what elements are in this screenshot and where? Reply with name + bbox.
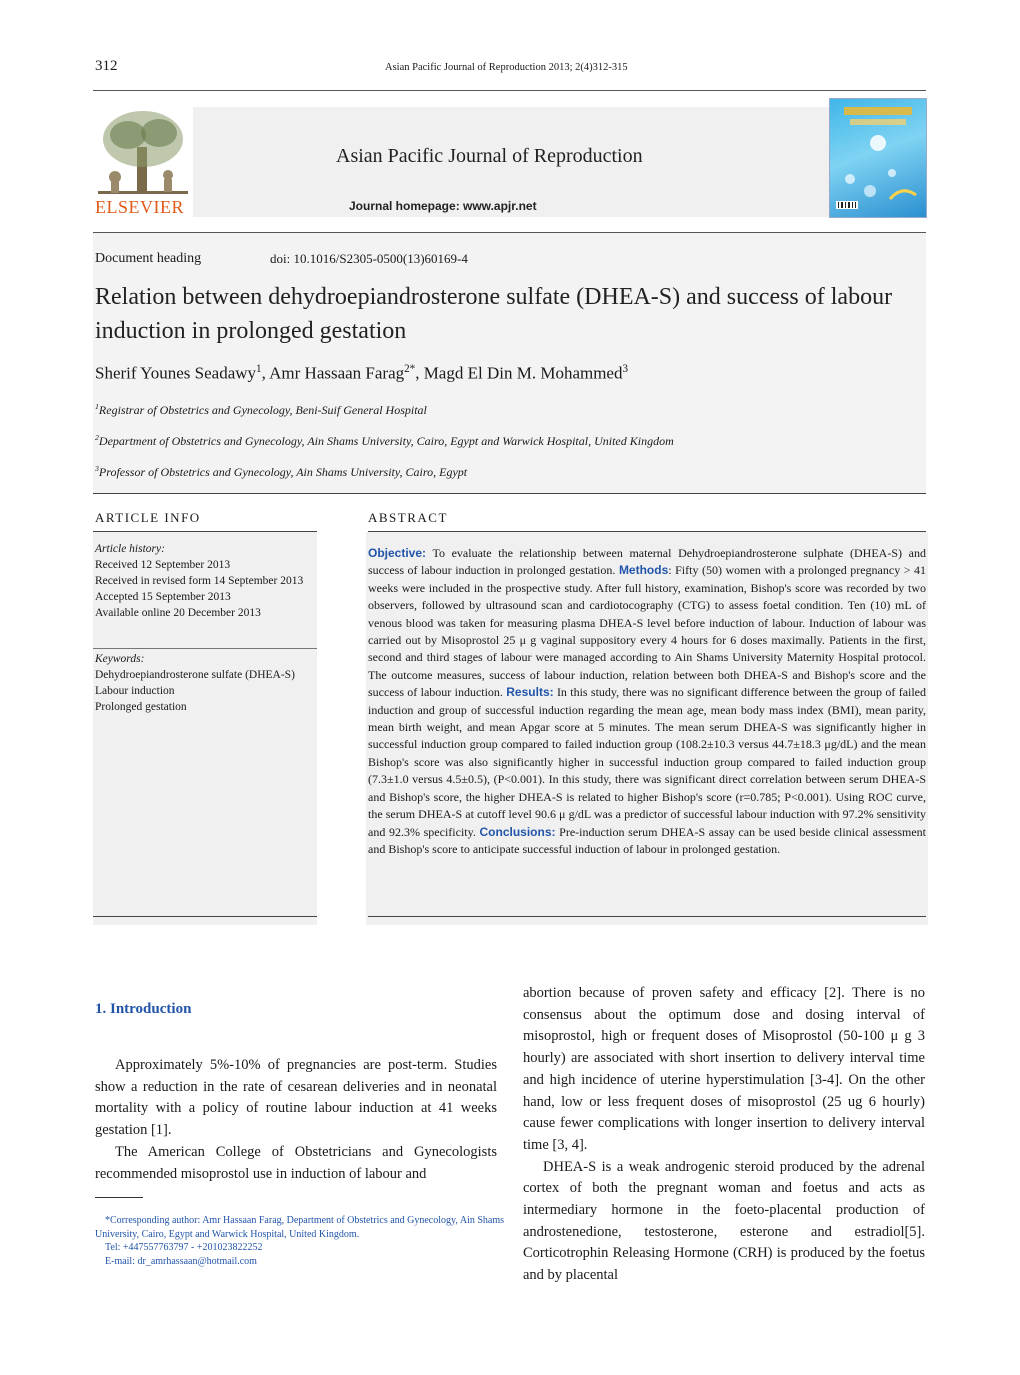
- title-block-bottom-rule: [93, 493, 926, 494]
- journal-cover-icon: [829, 98, 927, 218]
- history-accepted: Accepted 15 September 2013: [95, 591, 231, 603]
- results-label: Results:: [506, 685, 554, 700]
- article-info-bottom-rule: [93, 916, 317, 917]
- publisher-name: ELSEVIER: [95, 197, 184, 217]
- affiliation-2: $^2$Department of Obstetrics and Gynecology, Ain Shams University, Cairo, Egypt and Warwick Hospital, United Kingdom: [95, 433, 674, 448]
- affiliation-3: $^3$Professor of Obstetrics and Gynecology, Ain Shams University, Cairo, Egypt: [95, 464, 468, 479]
- journal-title: Asian Pacific Journal of Reproduction: [336, 145, 643, 167]
- article-history: [95, 541, 317, 621]
- affiliation-1: $^1$Registrar of Obstetrics and Gynecology, Beni-Suif General Hospital: [95, 402, 427, 417]
- article-info-heading: ARTICLE INFO: [95, 510, 201, 525]
- footnote-line: *Corresponding author: Amr Hassaan Farag, Department of Obstetrics and Gynecology, Ain Shams University, Cairo, Egypt and Warwick Hospital, United Kingdom.: [95, 1215, 504, 1240]
- history-label: Article history:: [95, 543, 165, 555]
- doi[interactable]: doi: 10.1016/S2305-0500(13)60169-4: [270, 251, 468, 266]
- keyword-item: Prolonged gestation: [95, 701, 187, 713]
- journal-masthead: [93, 107, 926, 217]
- document-heading: Document heading: [95, 251, 202, 266]
- paragraph: abortion because of proven safety and efficacy [2]. There is no consensus about the optimum dose and dosing interval of misoprostol, high or frequent doses of Misoprostol (50-100 μ g 3 hourly) are associated with short insertion to delivery interval time and high incidence of uterine hyperstimulation [3-4]. On the other hand, low or less frequent doses of misoprostol (25 ug 6 hourly) cause fewer complications with longer insertion to delivery interval time [3, 4].: [523, 985, 925, 1153]
- abstract-bottom-rule: [368, 916, 926, 917]
- author-affiliation-mark: 2*: [404, 363, 416, 375]
- tree-logo-icon: [93, 107, 193, 197]
- journal-homepage[interactable]: Journal homepage: www.apjr.net: [349, 199, 537, 213]
- cover-subtitle-bar: [850, 119, 906, 125]
- keywords-block: [95, 651, 317, 715]
- objective-label: Objective:: [368, 546, 427, 560]
- author-affiliation-mark: 1: [256, 363, 262, 375]
- footnote-email[interactable]: E-mail: dr_amrhassaan@hotmail.com: [105, 1255, 257, 1267]
- history-revised: Received in revised form 14 September 2013: [95, 575, 304, 587]
- section-heading-introduction: 1. Introduction: [95, 1001, 192, 1017]
- top-rule: [93, 90, 926, 91]
- methods-text: : Fifty (50) women with a prolonged pregnancy > 41 weeks were included in the prospective study. After full history, examination, Bishop's score was recorded by two observers, followed by ultrasound scan and cardiotocography (CTG) to assess foetal condition. Ten (10) mL of venous blood was taken for measuring plasma DHEA-S level before induction of labour. Induction of labour was carried out by Misoprostol 25 μ g vaginal suppository every 4 hours for 6 doses maximally. Patients in the first, second and third stages of labour were managed according to Ain Shams University Maternity Hospital protocol. The outcome measures, success of labour induction, relation between both DHEA-S and Bishop's score and the success of labour induction.: [368, 563, 926, 700]
- results-text: In this study, there was no significant difference between the group of failed induction and group of successful induction regarding the mean age, mean body mass index (BMI), mean parity, mean birth weight, and mean Apgar score at 5 minutes. The mean serum DHEA-S was significantly higher in successful induction group compared to failed induction group (108.2±10.3 versus 44.7±18.3 μg/dL) and the mean Bishop's score was also significantly higher in successful induction group compared to failed induction group (7.3±1.0 versus 4.5±0.5), (P<0.001). In this study, there was significant direct correlation between serum DHEA-S and Bishop's score, the higher DHEA-S is related to higher Bishop's score (r=0.785; P<0.001). Using ROC curve, the serum DHEA-S at cutoff level 90.6 μ g/dL was a predictor of successful labour induction with 97.2% sensitivity and 92.3% specificity.: [368, 685, 927, 839]
- cover-title-bar: [844, 107, 912, 115]
- keyword-item: Labour induction: [95, 685, 175, 697]
- keyword-item: Dehydroepiandrosterone sulfate (DHEA-S): [95, 669, 295, 681]
- corresponding-author-footnote: [95, 1214, 505, 1268]
- body-column-right: [523, 983, 925, 1287]
- author-separator: ,: [415, 363, 424, 383]
- methods-label: Methods: [618, 563, 669, 578]
- abstract-heading: ABSTRACT: [368, 510, 448, 525]
- author-list: [95, 363, 628, 384]
- article-title: Relation between dehydroepiandrosterone sulfate (DHEA-S) and success of labour induction in prolonged gestation: [95, 284, 893, 344]
- author-name: Sherif Younes Seadawy: [95, 363, 257, 383]
- page-number: 312: [95, 58, 118, 74]
- paragraph: The American College of Obstetricians and Gynecologists recommended misoprostol use in induction of labour and: [95, 1143, 497, 1182]
- keywords-rule: [93, 648, 317, 649]
- conclusions-text: Pre-induction serum DHEA-S assay can be used beside clinical assessment and Bishop's score to anticipate successful induction of labour in prolonged gestation.: [368, 824, 926, 856]
- history-online: Available online 20 December 2013: [95, 607, 261, 619]
- footnote-rule: [95, 1197, 143, 1198]
- author-name: Magd El Din M. Mohammed: [423, 363, 623, 383]
- body-column-left: [95, 1055, 497, 1185]
- keywords-label: Keywords:: [95, 653, 145, 665]
- running-head: Asian Pacific Journal of Reproduction 2013; 2(4)312-315: [385, 62, 628, 73]
- paragraph: Approximately 5%-10% of pregnancies are post-term. Studies show a reduction in the rate of cesarean deliveries and in neonatal mortality with a policy of routine labour induction at 41 weeks gestation [1].: [95, 1057, 497, 1139]
- objective-text: To evaluate the relationship between maternal Dehydroepiandrosterone sulphate (DHEA-S) and success of labour induction in prolonged gestation.: [368, 546, 926, 578]
- abstract-text: [368, 545, 926, 858]
- paragraph: DHEA-S is a weak androgenic steroid produced by the adrenal cortex of both the pregnant woman and foetus and acts as intermediary hormone in the foeto-placental production of androstenedione, testosterone, esterone and estradiol[5]. Corticotrophin Releasing Hormone (CRH) is produced by the foetus and by placental: [523, 1158, 925, 1284]
- footnote-phone: Tel: +447557763797 - +201023822252: [105, 1242, 263, 1253]
- conclusions-label: Conclusions:: [479, 824, 556, 839]
- history-received: Received 12 September 2013: [95, 559, 231, 571]
- author-name: Amr Hassaan Farag: [269, 363, 405, 383]
- author-affiliation-mark: 3: [622, 363, 629, 375]
- elsevier-tree-logo-icon: [93, 107, 193, 217]
- author-separator: ,: [261, 363, 270, 383]
- cover-art-icon: [830, 129, 926, 215]
